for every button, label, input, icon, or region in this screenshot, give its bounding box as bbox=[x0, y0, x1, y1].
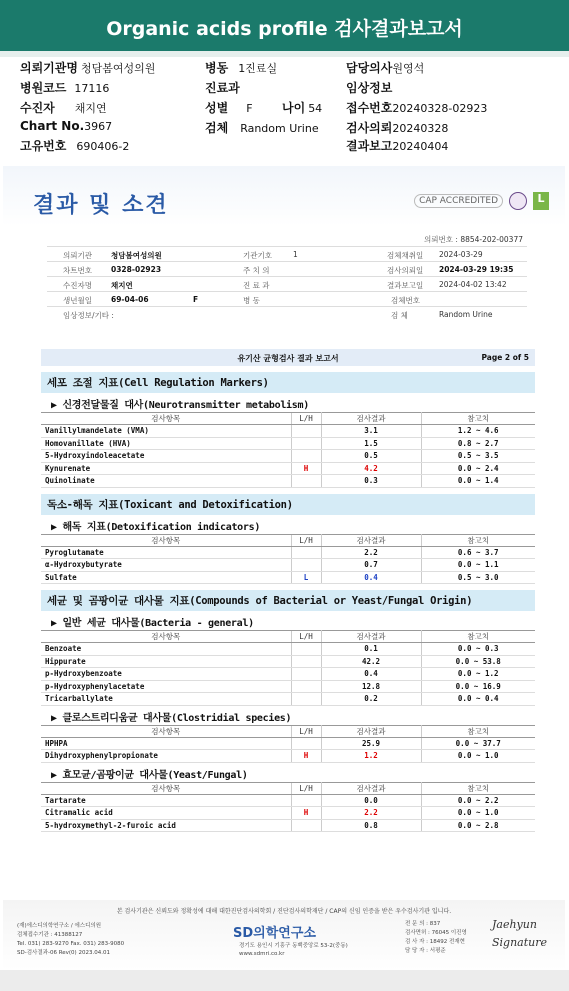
page-bottom bbox=[0, 970, 569, 991]
flag-cell bbox=[291, 643, 321, 656]
analyte-name: p-Hydroxybenzoate bbox=[41, 668, 291, 681]
table-row bbox=[41, 693, 535, 706]
table-row bbox=[41, 571, 535, 584]
flag-cell bbox=[291, 668, 321, 681]
order-number: 의뢰번호 : 8854-202-00377 bbox=[424, 235, 523, 244]
subsection-title: ▶ 해독 지표(Detoxification indicators) bbox=[51, 521, 261, 533]
flag-cell bbox=[291, 737, 321, 750]
reference-range: 0.0 ~ 2.4 bbox=[421, 462, 535, 475]
report-header bbox=[3, 166, 565, 226]
flag-cell bbox=[291, 437, 321, 450]
sd-lab-logo: SD의학연구소 bbox=[233, 926, 316, 941]
result-value: 2.2 bbox=[321, 546, 421, 559]
table-row bbox=[41, 559, 535, 572]
result-value: 0.7 bbox=[321, 559, 421, 572]
analyte-name: Vanillylmandelate (VMA) bbox=[41, 425, 291, 438]
column-header-item: 검사항목 bbox=[41, 413, 291, 425]
table-row bbox=[41, 668, 535, 681]
analyte-name: Sulfate bbox=[41, 571, 291, 584]
analyte-name: Kynurenate bbox=[41, 462, 291, 475]
reference-range: 0.0 ~ 0.3 bbox=[421, 643, 535, 656]
results-table bbox=[41, 412, 535, 488]
info-patient-name: 수진자 채지연 bbox=[20, 101, 107, 115]
flag-cell: H bbox=[291, 750, 321, 763]
column-header-item: 검사항목 bbox=[41, 534, 291, 546]
reference-range: 0.5 ~ 3.5 bbox=[421, 450, 535, 463]
result-value: 0.4 bbox=[321, 571, 421, 584]
results-table bbox=[41, 782, 535, 833]
cap-logo: CAP ACCREDITED bbox=[414, 194, 503, 208]
section-title: 세포 조절 지표(Cell Regulation Markers) bbox=[41, 372, 535, 393]
reference-range: 0.8 ~ 2.7 bbox=[421, 437, 535, 450]
column-header-ref: 참고치 bbox=[421, 631, 535, 643]
info-institution: 의뢰기관명 청담봄여성의원 bbox=[20, 61, 156, 75]
info-ward: 병동 1진료실 bbox=[205, 61, 278, 75]
analyte-name: Dihydroxyphenylpropionate bbox=[41, 750, 291, 763]
report-title: Organic acids profile 검사결과보고서 bbox=[106, 18, 463, 40]
analyte-name: Hippurate bbox=[41, 655, 291, 668]
result-value: 0.3 bbox=[321, 475, 421, 488]
column-header-item: 검사항목 bbox=[41, 782, 291, 794]
result-value: 0.4 bbox=[321, 668, 421, 681]
analyte-name: Citramalic acid bbox=[41, 807, 291, 820]
flag-cell bbox=[291, 559, 321, 572]
reference-range: 0.0 ~ 1.4 bbox=[421, 475, 535, 488]
flag-cell: L bbox=[291, 571, 321, 584]
table-row bbox=[41, 425, 535, 438]
analyte-name: 5-hydroxymethyl-2-furoic acid bbox=[41, 819, 291, 832]
column-header-result: 검사결과 bbox=[321, 413, 421, 425]
result-value: 0.5 bbox=[321, 450, 421, 463]
reference-range: 0.0 ~ 16.9 bbox=[421, 680, 535, 693]
flag-cell bbox=[291, 450, 321, 463]
result-value: 0.1 bbox=[321, 643, 421, 656]
footer bbox=[3, 900, 565, 970]
column-header-flag: L/H bbox=[291, 534, 321, 546]
flag-cell bbox=[291, 546, 321, 559]
lab-address: (재)에스디의학연구소 / 에스디의원 검체접수기관 : 41388127 Tel. 031) 283-9270 Fax. 031) 283-9080 SD-검사결과-06 Rev(0) 2023.04.01 bbox=[17, 923, 125, 956]
brand-logo-icon: L bbox=[533, 192, 549, 210]
flag-cell: H bbox=[291, 807, 321, 820]
society-seal-icon bbox=[509, 192, 527, 210]
analyte-name: Tricarballylate bbox=[41, 693, 291, 706]
column-header-result: 검사결과 bbox=[321, 534, 421, 546]
table-row bbox=[41, 750, 535, 763]
table-row bbox=[41, 643, 535, 656]
reference-range: 0.6 ~ 3.7 bbox=[421, 546, 535, 559]
reference-range: 0.0 ~ 2.8 bbox=[421, 819, 535, 832]
flag-cell bbox=[291, 425, 321, 438]
results-tables bbox=[41, 349, 535, 832]
subsection-title: ▶ 일반 세균 대사물(Bacteria - general) bbox=[51, 618, 254, 629]
page-indicator: Page 2 of 5 bbox=[481, 353, 529, 362]
analyte-name: 5-Hydroxyindoleacetate bbox=[41, 450, 291, 463]
staff-list: 전 문 의 : 837 검사면허 : 76045 이진영 검 사 자 : 18492 전재현 담 당 자 : 서평준 bbox=[405, 921, 467, 954]
result-value: 0.2 bbox=[321, 693, 421, 706]
signature-image: Jaehyun Signature bbox=[491, 918, 547, 949]
table-row bbox=[41, 819, 535, 832]
column-header-result: 검사결과 bbox=[321, 725, 421, 737]
analyte-name: Tartarate bbox=[41, 794, 291, 807]
reference-range: 0.0 ~ 53.8 bbox=[421, 655, 535, 668]
result-value: 42.2 bbox=[321, 655, 421, 668]
column-header-item: 검사항목 bbox=[41, 725, 291, 737]
result-value: 0.8 bbox=[321, 819, 421, 832]
analyte-name: Homovanillate (HVA) bbox=[41, 437, 291, 450]
column-header-ref: 참고치 bbox=[421, 413, 535, 425]
info-accession: 접수번호20240328-02923 bbox=[346, 101, 488, 115]
result-value: 25.9 bbox=[321, 737, 421, 750]
results-title: 결과 및 소견 bbox=[33, 193, 169, 218]
results-table bbox=[41, 725, 535, 763]
table-row bbox=[41, 475, 535, 488]
table-row bbox=[41, 437, 535, 450]
table-row bbox=[41, 450, 535, 463]
result-value: 0.0 bbox=[321, 794, 421, 807]
subsection-title: ▶ 효모균/곰팡이균 대사물(Yeast/Fungal) bbox=[51, 769, 248, 781]
result-value: 1.5 bbox=[321, 437, 421, 450]
flag-cell bbox=[291, 794, 321, 807]
analyte-name: Benzoate bbox=[41, 643, 291, 656]
flag-cell bbox=[291, 655, 321, 668]
reference-range: 1.2 ~ 4.6 bbox=[421, 425, 535, 438]
title-bar bbox=[0, 0, 569, 57]
subsection-title: ▶ 신경전달물질 대사(Neurotransmitter metabolism) bbox=[51, 400, 309, 411]
column-header-ref: 참고치 bbox=[421, 782, 535, 794]
table-row bbox=[41, 807, 535, 820]
table-row bbox=[41, 794, 535, 807]
info-doctor: 담당의사원영석 bbox=[346, 61, 425, 75]
table-row bbox=[41, 546, 535, 559]
info-clinical: 임상정보 bbox=[346, 81, 393, 95]
info-request-date: 검사의뢰20240328 bbox=[346, 121, 449, 135]
logos bbox=[414, 192, 549, 210]
reference-range: 0.0 ~ 37.7 bbox=[421, 737, 535, 750]
analyte-name: HPHPA bbox=[41, 737, 291, 750]
column-header-result: 검사결과 bbox=[321, 631, 421, 643]
info-age: 나이 54 bbox=[282, 101, 323, 115]
analyte-name: p-Hydroxyphenylacetate bbox=[41, 680, 291, 693]
info-report-date: 결과보고20240404 bbox=[346, 139, 449, 153]
results-table bbox=[41, 630, 535, 706]
table-row bbox=[41, 737, 535, 750]
analyte-name: Pyroglutamate bbox=[41, 546, 291, 559]
section-title: 독소-해독 지표(Toxicant and Detoxification) bbox=[41, 494, 535, 515]
report-page bbox=[3, 166, 565, 926]
column-header-flag: L/H bbox=[291, 725, 321, 737]
info-chart-no: Chart No.3967 bbox=[20, 119, 113, 133]
table-row bbox=[41, 680, 535, 693]
info-sex: 성별 F bbox=[205, 101, 253, 115]
reference-range: 0.0 ~ 1.0 bbox=[421, 807, 535, 820]
analyte-name: α-Hydroxybutyrate bbox=[41, 559, 291, 572]
results-table bbox=[41, 534, 535, 585]
patient-info-box: 의뢰번호 : 8854-202-00377 의뢰기관 청담봄여성의원 기관기호 1 검체채취일 2024-03-29 차트번호 0328-02923 주 치 의 검사의뢰일 2024-03-29 19:35 수진자명 채지연 진 료 과 결과보고일 2024-04-02 13:42 생년월일 69-04-06 F 병 동 검체번호 임상정보/기타 : 검 체 Random Urine bbox=[47, 230, 527, 320]
column-header-result: 검사결과 bbox=[321, 782, 421, 794]
reference-range: 0.5 ~ 3.0 bbox=[421, 571, 535, 584]
table-row bbox=[41, 462, 535, 475]
reference-range: 0.0 ~ 0.4 bbox=[421, 693, 535, 706]
column-header-flag: L/H bbox=[291, 631, 321, 643]
flag-cell: H bbox=[291, 462, 321, 475]
report-subheader: 유기산 균형검사 결과 보고서 Page 2 of 5 bbox=[41, 349, 535, 366]
flag-cell bbox=[291, 693, 321, 706]
result-value: 12.8 bbox=[321, 680, 421, 693]
column-header-item: 검사항목 bbox=[41, 631, 291, 643]
flag-cell bbox=[291, 475, 321, 488]
column-header-ref: 참고치 bbox=[421, 725, 535, 737]
column-header-ref: 참고치 bbox=[421, 534, 535, 546]
info-unique-no: 고유번호 690406-2 bbox=[20, 139, 130, 153]
reference-range: 0.0 ~ 2.2 bbox=[421, 794, 535, 807]
info-specimen: 검체 Random Urine bbox=[205, 121, 319, 135]
table-row bbox=[41, 655, 535, 668]
result-value: 4.2 bbox=[321, 462, 421, 475]
result-value: 2.2 bbox=[321, 807, 421, 820]
reference-range: 0.0 ~ 1.2 bbox=[421, 668, 535, 681]
info-department: 진료과 bbox=[205, 81, 240, 95]
column-header-flag: L/H bbox=[291, 782, 321, 794]
flag-cell bbox=[291, 680, 321, 693]
analyte-name: Quinolinate bbox=[41, 475, 291, 488]
result-value: 1.2 bbox=[321, 750, 421, 763]
flag-cell bbox=[291, 819, 321, 832]
result-value: 3.1 bbox=[321, 425, 421, 438]
reference-range: 0.0 ~ 1.0 bbox=[421, 750, 535, 763]
column-header-flag: L/H bbox=[291, 413, 321, 425]
subsection-title: ▶ 클로스트리디움균 대사물(Clostridial species) bbox=[51, 712, 292, 724]
reference-range: 0.0 ~ 1.1 bbox=[421, 559, 535, 572]
accreditation-note: 본 검사기관은 신뢰도와 정확성에 대해 대한진단검사의학회 / 진단검사의학재단 / CAP의 신임 인증을 받은 우수검사기관 입니다. bbox=[116, 908, 452, 915]
info-hospital-code: 병원코드 17116 bbox=[20, 81, 110, 95]
section-title: 세균 및 곰팡이균 대사물 지표(Compounds of Bacterial or Yeast/Fungal Origin) bbox=[41, 590, 535, 611]
sd-lab-address: 경기도 용인시 기흥구 동백중앙로 53-2(중동) www.sdmri.co.kr bbox=[239, 943, 348, 957]
